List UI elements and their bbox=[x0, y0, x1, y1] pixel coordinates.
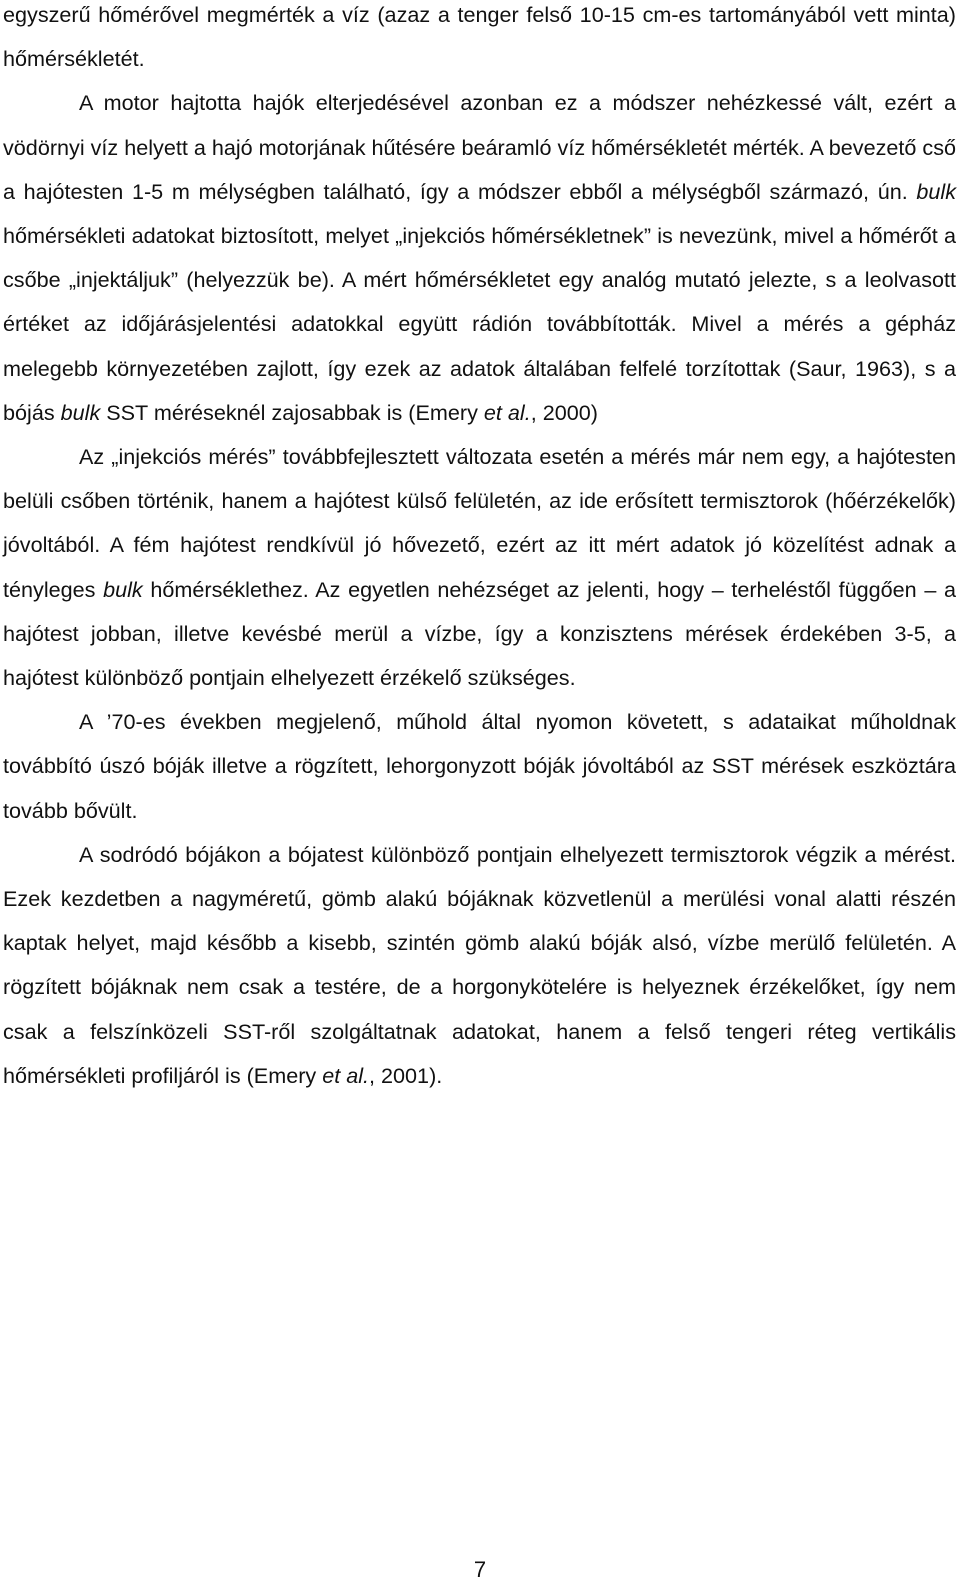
text-run: hőmérséklethez. Az egyetlen nehézséget az jelenti, hogy – terheléstől függően – a hajótest jobban, illetve kevésbé merül a vízbe, így a konzisztens mérések érdekében 3-5, a hajótest különböző pontjain elhelyezett érzékelő szükséges. bbox=[3, 576, 957, 691]
italic-term: bulk bbox=[916, 178, 956, 204]
text-run: , 2000) bbox=[530, 399, 598, 425]
text-run: Az „injekciós mérés” továbbfejlesztett változata esetén a mérés már nem egy, a hajótesten belüli csőben történik, hanem a hajótest külső felületén, az ide erősített termisztorok (hőérzékelők) jóvoltából. A fém hajótest rendkívül jó hővezető, ezért az itt mért adatok jó közelítést adnak a tényleges bbox=[3, 444, 956, 602]
text-run: A sodródó bójákon a bójatest különböző pontjain elhelyezett termisztorok végzik a mérést. Ezek kezdetben a nagyméretű, gömb alakú bójáknak közvetlenül a merülési vonal alatti részén kaptak helyet, majd később a kisebb, szintén gömb alakú bóják alsó, vízbe merülő felületén. A rögzített bójáknak nem csak a testére, de a horgonykötelére is helyeznek érzékelőket, így nem csak a felszínközeli SST-ről szolgáltatnak adatokat, hanem a felső tengeri réteg vertikális hőmérsékleti profiljáról is (Emery bbox=[3, 841, 956, 1088]
text-run: , 2001). bbox=[369, 1062, 443, 1088]
paragraph bbox=[3, 700, 956, 833]
text-run: A ’70-es években megjelenő, műhold által nyomon követett, s adataikat műholdnak továbbító úszó bóják illetve a rögzített, lehorgonyzott bóják jóvoltából az SST mérések eszköztára tovább bővült. bbox=[3, 709, 956, 823]
paragraph bbox=[3, 833, 956, 1098]
paragraph bbox=[3, 435, 956, 700]
body-text bbox=[3, 0, 956, 1098]
italic-term: bulk bbox=[103, 576, 143, 602]
paragraph bbox=[3, 81, 956, 435]
italic-term: bulk bbox=[60, 399, 101, 425]
text-run: SST méréseknél zajosabbak is (Emery bbox=[100, 399, 484, 425]
paragraph bbox=[3, 0, 956, 81]
text-run: A motor hajtotta hajók elterjedésével azonban ez a módszer nehézkessé vált, ezért a vödörnyi víz helyett a hajó motorjának hűtésére beáramló víz hőmérsékletét mérték. A bevezető cső a hajótesten 1-5 m mélységben található, így a módszer ebből a mélységből származó, ún. bbox=[3, 90, 957, 204]
text-run: egyszerű hőmérővel megmérték a víz (azaz a tenger felső 10-15 cm-es tartományából vett minta) hőmérsékletét. bbox=[3, 2, 956, 72]
italic-term: et al. bbox=[483, 399, 531, 425]
page-number: 7 bbox=[473, 1557, 487, 1582]
italic-term: et al. bbox=[322, 1062, 370, 1088]
text-run: hőmérsékleti adatokat biztosított, melyet „injekciós hőmérsékletnek” is nevezünk, mivel a hőmérőt a csőbe „injektáljuk” (helyezzük be). A mért hőmérsékletet egy analóg mutató jelezte, s a leolvasott értéket az időjárásjelentési adatokkal együtt rádión továbbították. Mivel a mérés a gépház melegebb környezetében zajlott, így ezek az adatok általában felfelé torzítottak (Saur, 1963), s a bójás bbox=[3, 223, 956, 425]
